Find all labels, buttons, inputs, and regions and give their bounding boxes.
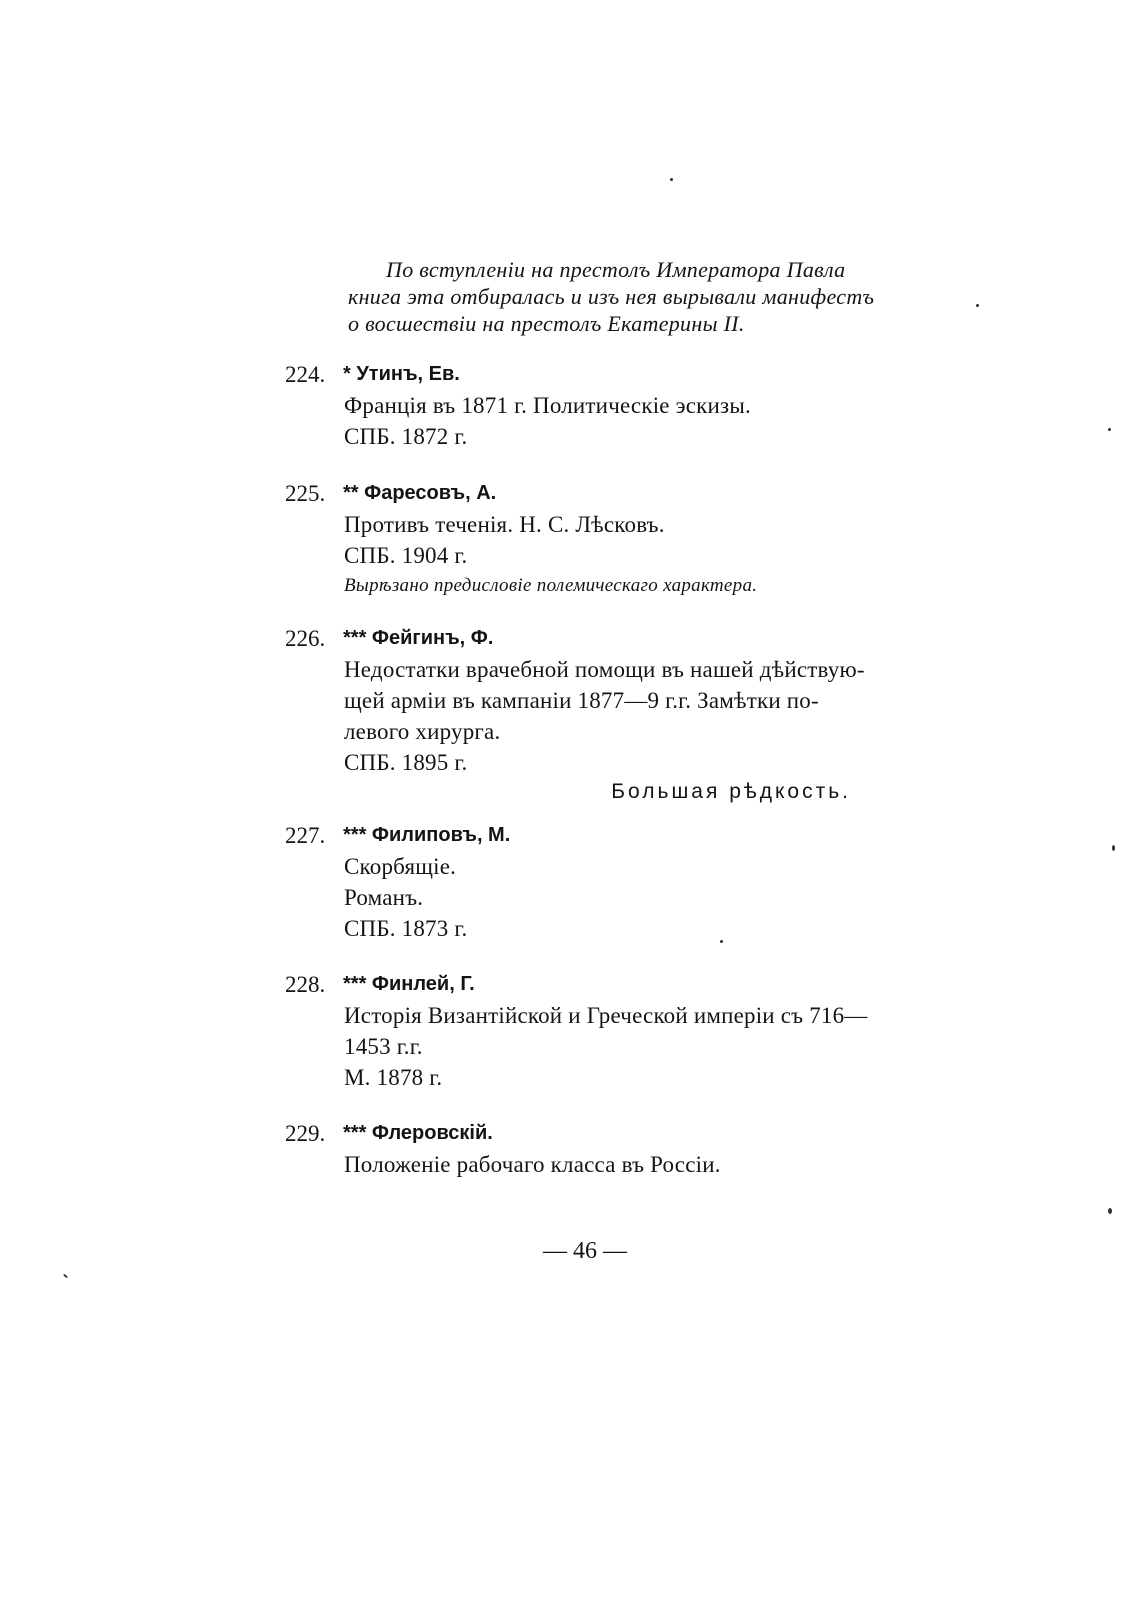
entry-line: СПБ. 1872 г. xyxy=(344,424,468,449)
note-line: о восшествіи на престолъ Екатерины II. xyxy=(348,311,745,336)
entry-line: 1453 г.г. xyxy=(344,1034,423,1059)
entry-body xyxy=(344,654,924,807)
entry-number: 224. xyxy=(285,362,326,387)
entry-number: 225. xyxy=(285,481,326,506)
entry-line: Францiя въ 1871 г. Политическіе эскизы. xyxy=(344,393,751,418)
rarity-label: Большая рѣдкость. xyxy=(611,780,851,803)
entry-author: *** Флеровскій. xyxy=(343,1122,493,1144)
entry-line: Романъ. xyxy=(344,885,424,910)
page-number: — 46 — xyxy=(543,1238,627,1264)
entry-body xyxy=(344,390,924,452)
entry-number: 226. xyxy=(285,626,326,651)
note-line: книга эта отбиралась и изъ нея вырывали манифестъ xyxy=(348,284,875,309)
scan-speck xyxy=(1112,845,1115,851)
entry-body xyxy=(344,509,924,600)
scan-speck xyxy=(63,1274,68,1279)
entry-line: Противъ теченія. Н. С. Лѣсковъ. xyxy=(344,512,665,537)
entry-author: * Утинъ, Ев. xyxy=(343,363,460,385)
entry-author: *** Филиповъ, М. xyxy=(343,824,511,846)
entry-line: Скорбящіе. xyxy=(344,854,457,879)
entry-line: СПБ. 1904 г. xyxy=(344,543,468,568)
entry-author: *** Фейгинъ, Ф. xyxy=(343,627,494,649)
scan-speck xyxy=(670,178,673,181)
entry-line: щей арміи въ кампаніи 1877—9 г.г. Замѣтки по- xyxy=(344,688,819,713)
entry-line: Положеніе рабочаго класса въ Россіи. xyxy=(344,1152,721,1177)
entry-author: ** Фаресовъ, А. xyxy=(343,482,497,504)
entry-line: Недостатки врачебной помощи въ нашей дѣйствую- xyxy=(344,657,865,682)
entry-line: М. 1878 г. xyxy=(344,1065,443,1090)
entry-line: левого хирурга. xyxy=(344,719,501,744)
scan-speck xyxy=(720,940,723,943)
scan-speck xyxy=(976,304,979,307)
entry-body xyxy=(344,1000,924,1093)
entry-line: Исторія Византійской и Греческой имперіи съ 716— xyxy=(344,1003,868,1028)
note-line: По вступленіи на престолъ Императора Павла xyxy=(386,257,846,282)
entry-author: *** Финлей, Г. xyxy=(343,973,475,995)
entry-number: 227. xyxy=(285,823,326,848)
scan-speck xyxy=(1108,428,1111,431)
entry-body xyxy=(344,851,924,944)
entry-number: 228. xyxy=(285,972,326,997)
entry-body xyxy=(344,1149,924,1180)
entry-number: 229. xyxy=(285,1121,326,1146)
entry-line: СПБ. 1895 г. xyxy=(344,750,468,775)
entry-line: СПБ. 1873 г. xyxy=(344,916,468,941)
entry-note: Вырѣзано предисловіе полемическаго характера. xyxy=(344,575,758,596)
scan-speck xyxy=(1108,1208,1112,1214)
note-block xyxy=(348,256,948,337)
